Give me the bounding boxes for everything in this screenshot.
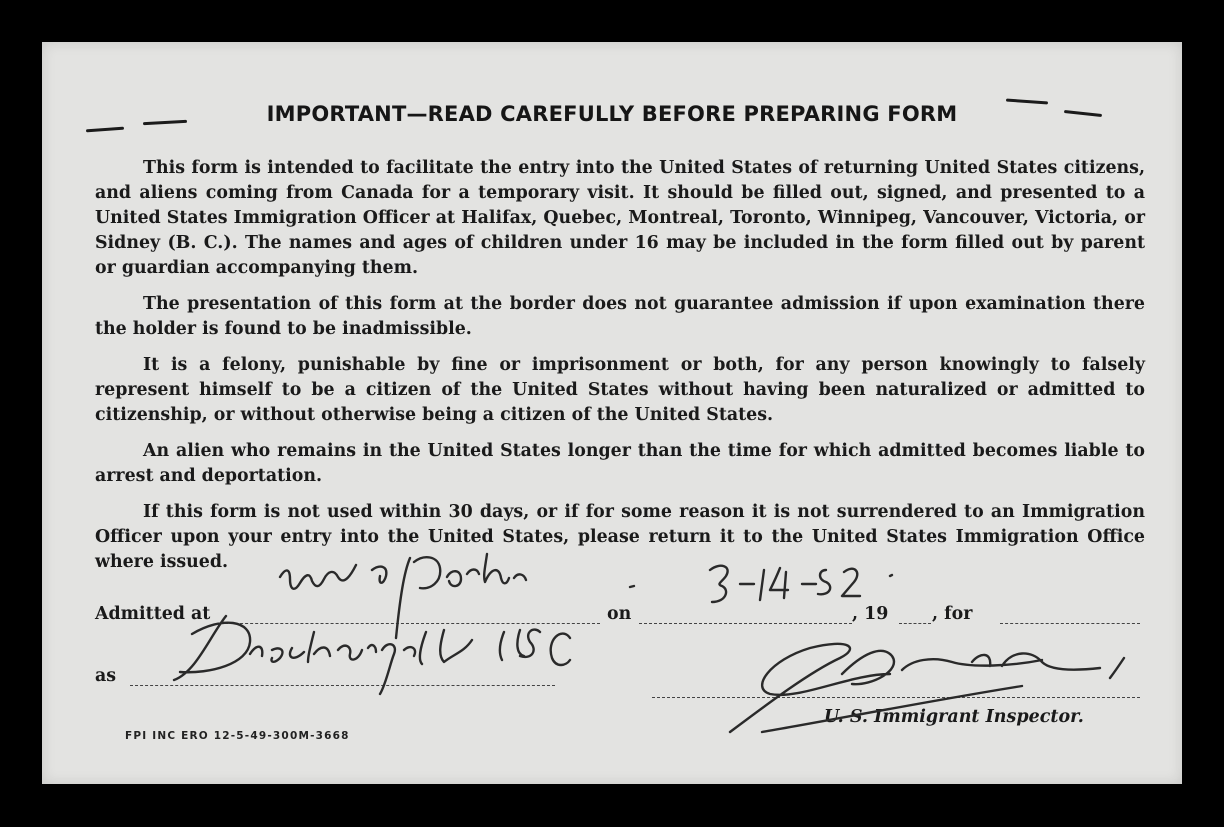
date-line: [639, 623, 852, 624]
admitted-at-label: Admitted at: [95, 604, 211, 624]
as-label: as: [95, 666, 117, 686]
instruction-paragraph: It is a felony, punishable by fine or imprisonment or both, for any person knowingly to falsely represent himself to be a citizen of the United States without having been naturalized or admitted to citizenship, or without otherwise being a citizen of the United States.: [95, 355, 1145, 425]
inspector-signature-line: [652, 697, 1140, 698]
footer-print-code: FPI INC ERO 12-5-49-300M-3668: [125, 730, 350, 742]
immigration-form-card: [42, 42, 1182, 784]
for-label: , for: [932, 604, 973, 624]
year-label: , 19: [852, 604, 889, 624]
form-heading: IMPORTANT—READ CAREFULLY BEFORE PREPARING FORM: [266, 102, 958, 126]
admitted-at-line: [225, 623, 600, 624]
decorative-dash: [86, 127, 124, 133]
as-line: [130, 685, 555, 686]
year-line: [899, 623, 931, 624]
instruction-paragraph: An alien who remains in the United States longer than the time for which admitted becomes liable to arrest and deportation.: [95, 441, 1145, 486]
instructions-body: [95, 156, 1145, 586]
inspector-label: U. S. Immigrant Inspector.: [824, 707, 1084, 727]
instruction-paragraph: This form is intended to facilitate the entry into the United States of returning United States citizens, and aliens coming from Canada for a temporary visit. It should be filled out, signed, and presented to a United States Immigration Officer at Halifax, Quebec, Montreal, Toronto, Winnipeg, Vancouver, Victoria, or Sidney (B. C.). The names and ages of children under 16 may be included in the form filled out by parent or guardian accompanying them.: [95, 158, 1145, 278]
instruction-paragraph: If this form is not used within 30 days, or if for some reason it is not surrendered to an Immigration Officer upon your entry into the United States, please return it to the United States Immigration Office where issued.: [95, 502, 1145, 572]
instruction-paragraph: The presentation of this form at the border does not guarantee admission if upon examination there the holder is found to be inadmissible.: [95, 294, 1145, 339]
on-label: on: [607, 604, 632, 624]
for-line: [1000, 623, 1140, 624]
